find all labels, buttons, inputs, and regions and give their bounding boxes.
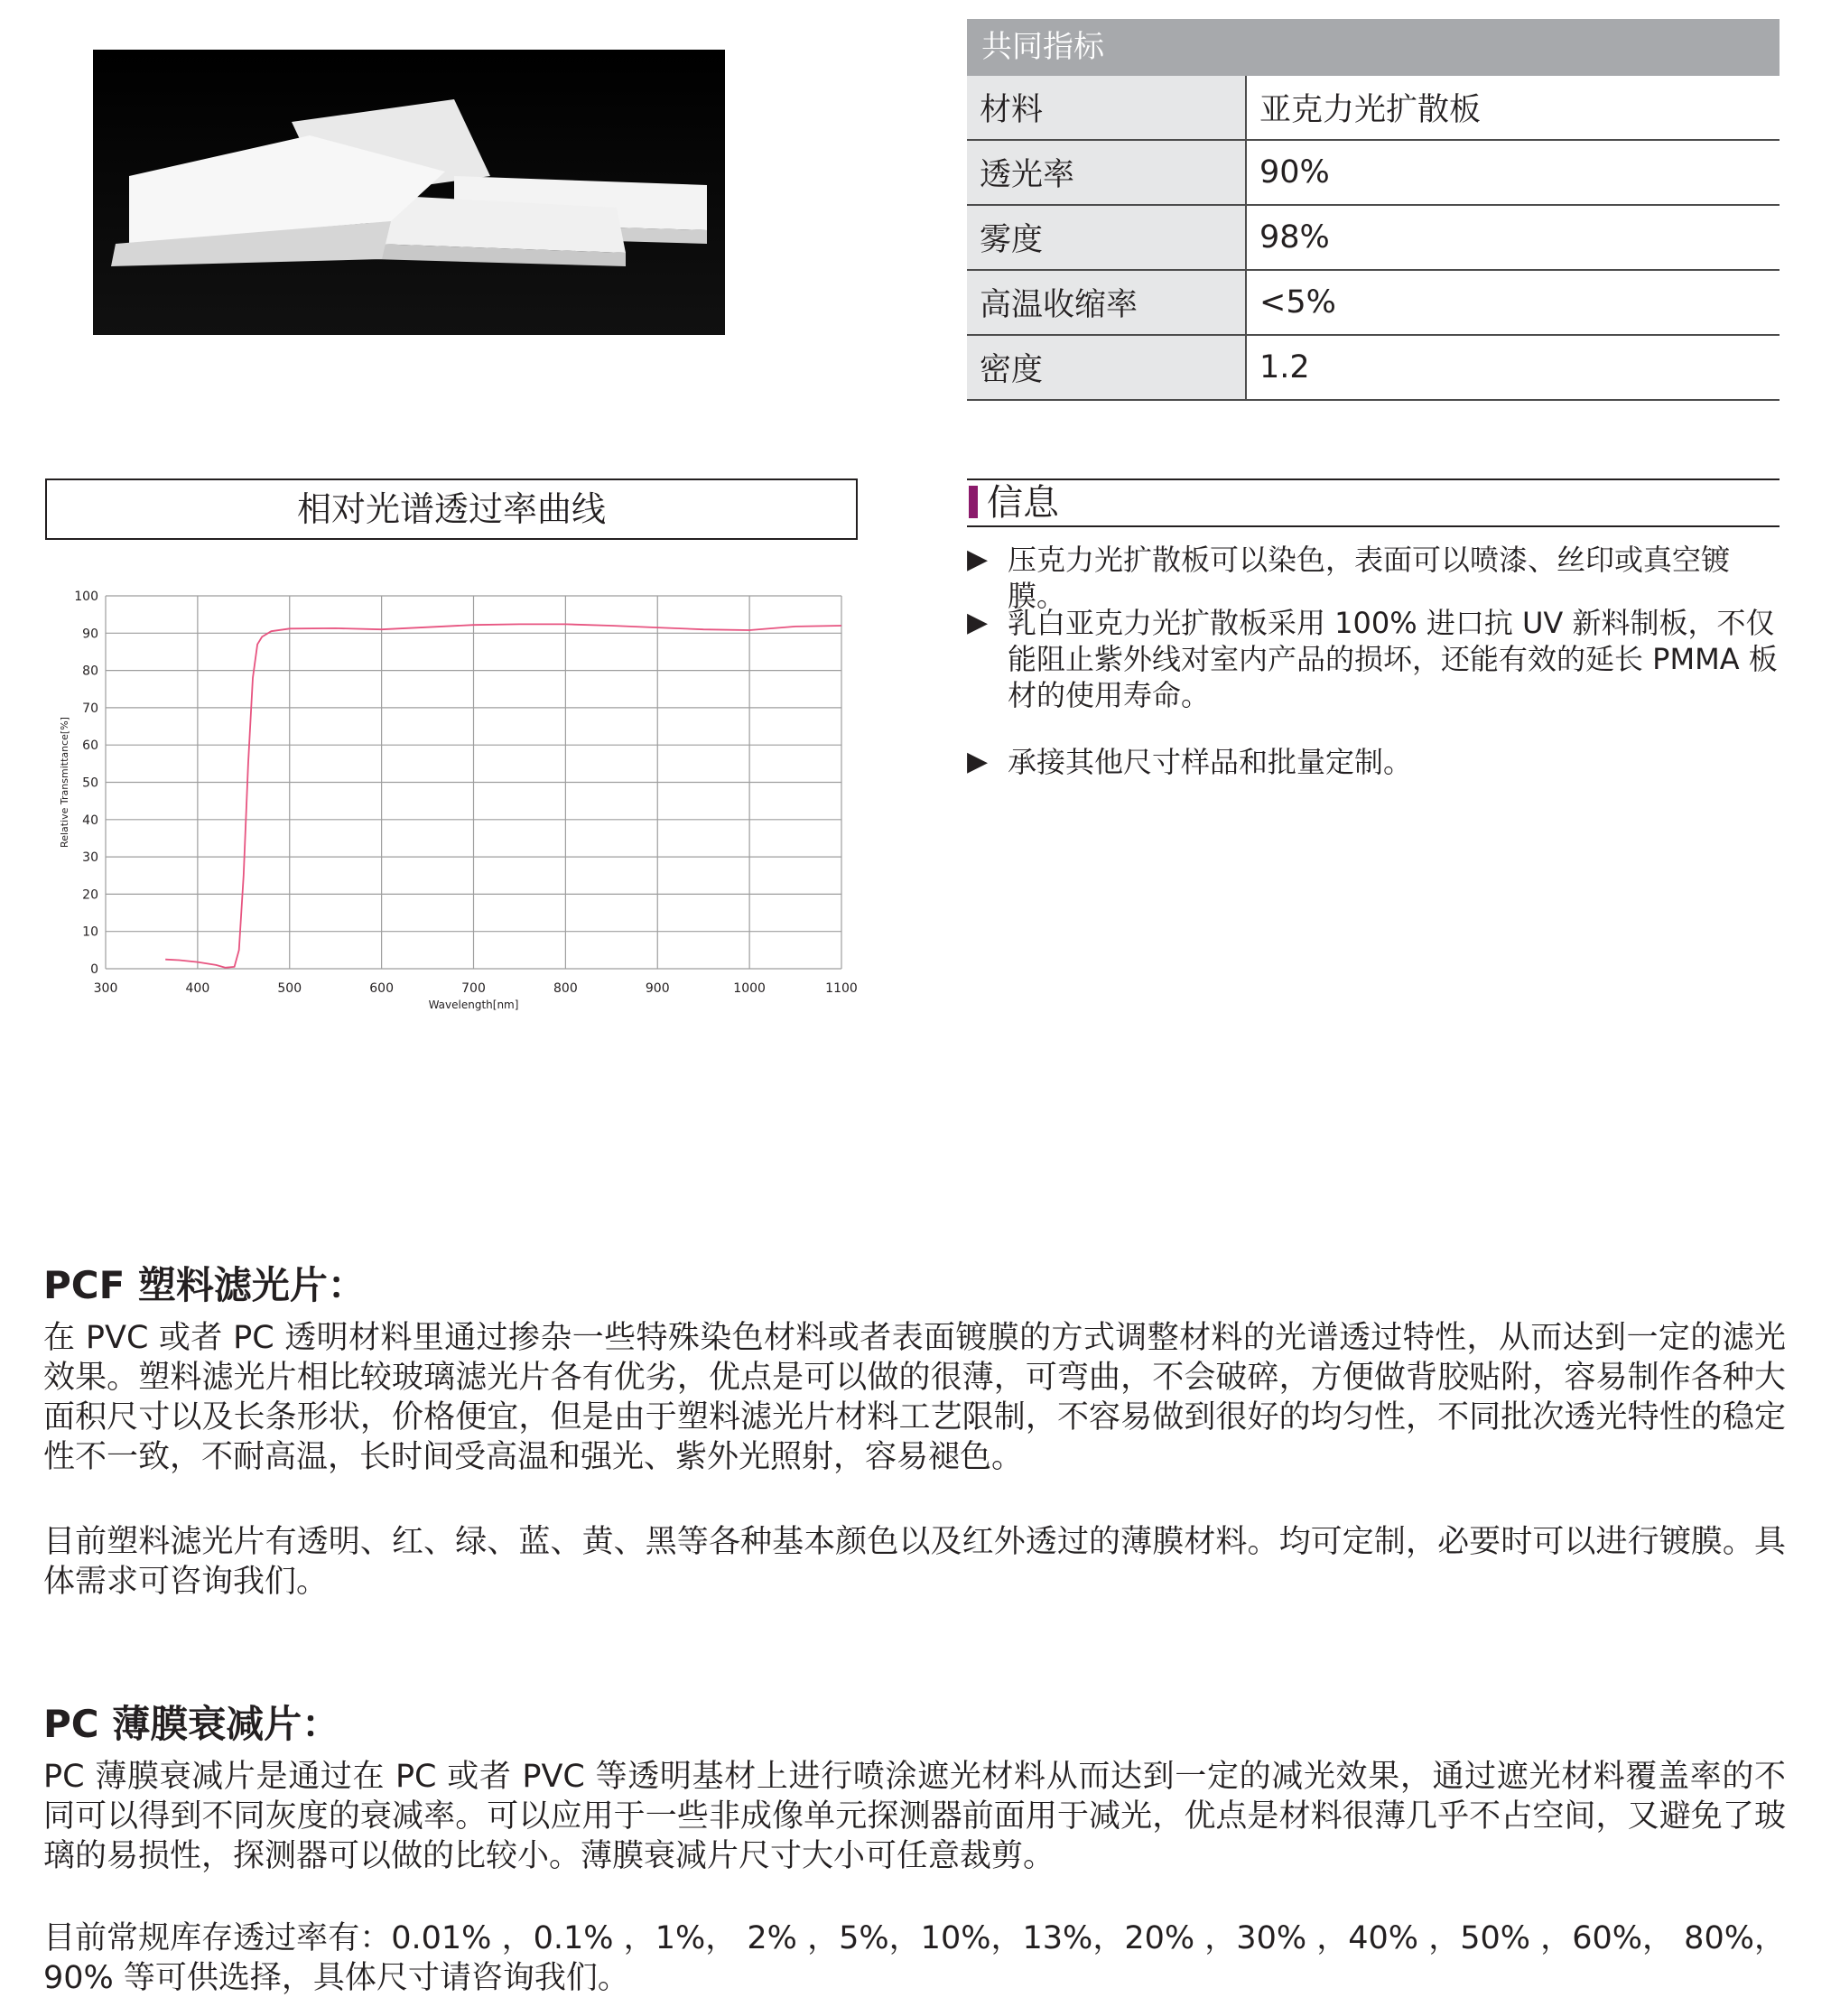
info-header <box>967 478 1780 527</box>
x-tick-label: 900 <box>645 981 670 996</box>
triangle-bullet-icon: ▶ <box>967 543 989 575</box>
x-tick-label: 800 <box>553 981 578 996</box>
x-tick-label: 600 <box>369 981 394 996</box>
spec-value: 90% <box>1259 154 1330 190</box>
y-tick-label: 100 <box>74 590 98 604</box>
pcf-paragraph-1: 在 PVC 或者 PC 透明材料里通过掺杂一些特殊染色材料或者表面镀膜的方式调整材料的光谱透过特性，从而达到一定的滤光效果。塑料滤光片相比较玻璃滤光片各有优劣，优点是可以做的很薄，可弯曲，不会破碎，方便做背胶贴附，容易制作各种大面积尺寸以及长条形状，价格便宜，但是由于塑料滤光片材料工艺限制，不容易做到很好的均匀性，不同批次透光特性的稳定性不一致，不耐高温，长时间受高温和强光、紫外光照射，容易褪色。 <box>43 1320 1786 1475</box>
y-tick-label: 80 <box>82 664 98 679</box>
pc-title: PC 薄膜衰减片： <box>43 1702 340 1746</box>
y-tick-label: 50 <box>82 776 98 791</box>
spec-key: 雾度 <box>967 206 1247 269</box>
x-tick-label: 500 <box>277 981 302 996</box>
pcf-title: PCF 塑料滤光片： <box>43 1263 366 1307</box>
x-axis-label: Wavelength[nm] <box>428 999 519 1011</box>
y-tick-label: 0 <box>90 962 98 977</box>
spec-value: 98% <box>1259 219 1330 255</box>
y-tick-label: 70 <box>82 701 98 716</box>
info-title: 信息 <box>987 482 1059 524</box>
spec-key: 材料 <box>967 76 1247 139</box>
series-line <box>165 624 841 967</box>
info-bullet <box>967 605 1784 713</box>
y-tick-label: 30 <box>82 850 98 866</box>
spec-value: 亚克力光扩散板 <box>1259 92 1482 128</box>
pc-paragraph-1: PC 薄膜衰减片是通过在 PC 或者 PVC 等透明基材上进行喷涂遮光材料从而达到一定的减光效果，通过遮光材料覆盖率的不同可以得到不同灰度的衰减率。可以应用于一些非成像单元探测器前面用于减光，优点是材料很薄几乎不占空间，又避免了玻璃的易损性，探测器可以做的比较小。薄膜衰减片尺寸大小可任意裁剪。 <box>43 1759 1786 1874</box>
spec-row-transmittance <box>967 141 1780 206</box>
info-bullet-text: 乳白亚克力光扩散板采用 100% 进口抗 UV 新料制板，不仅能阻止紫外线对室内产品的损坏，还能有效的延长 PMMA 板材的使用寿命。 <box>1008 606 1778 712</box>
triangle-bullet-icon: ▶ <box>967 746 989 777</box>
product-photo <box>93 50 725 335</box>
pc-paragraph-2: 目前常规库存透过率有：0.01% ，0.1% ，1%， 2% ，5%，10%，13%，20% ，30% ，40% ，50% ，60%， 80%，90% 等可供选择，具体尺寸请咨询我们。 <box>43 1920 1786 1996</box>
x-tick-label: 300 <box>93 981 118 996</box>
pcf-paragraph-2: 目前塑料滤光片有透明、红、绿、蓝、黄、黑等各种基本颜色以及红外透过的薄膜材料。均可定制，必要时可以进行镀膜。具体需求可咨询我们。 <box>43 1524 1786 1600</box>
spec-row-density <box>967 336 1780 401</box>
y-axis-label: Relative Transmittance[%] <box>59 717 70 848</box>
y-tick-label: 60 <box>82 739 98 754</box>
x-tick-label: 700 <box>461 981 486 996</box>
spec-table-header: 共同指标 <box>967 19 1780 76</box>
spec-row-haze <box>967 206 1780 271</box>
info-bullet-text: 压克力光扩散板可以染色，表面可以喷漆、丝印或真空镀膜。 <box>1008 543 1731 613</box>
transmittance-chart <box>45 578 858 1020</box>
info-bullet-text: 承接其他尺寸样品和批量定制。 <box>1008 745 1413 779</box>
y-tick-label: 40 <box>82 813 98 828</box>
spec-table <box>967 19 1780 401</box>
spec-row-shrinkage <box>967 271 1780 336</box>
spec-key: 高温收缩率 <box>967 271 1247 334</box>
spec-row-material <box>967 76 1780 141</box>
spec-key: 密度 <box>967 336 1247 399</box>
info-accent-bar <box>969 486 978 518</box>
spec-key: 透光率 <box>967 141 1247 204</box>
y-tick-label: 10 <box>82 924 98 940</box>
x-tick-label: 1000 <box>733 981 766 996</box>
x-tick-label: 400 <box>185 981 210 996</box>
spec-value: <5% <box>1259 284 1336 321</box>
triangle-bullet-icon: ▶ <box>967 607 989 638</box>
y-tick-label: 90 <box>82 627 98 642</box>
info-bullet <box>967 744 1784 780</box>
chart-title: 相对光谱透过率曲线 <box>45 478 858 540</box>
info-bullet <box>967 542 1784 614</box>
x-tick-label: 1100 <box>825 981 858 996</box>
spec-value: 1.2 <box>1259 349 1310 386</box>
y-tick-label: 20 <box>82 887 98 903</box>
